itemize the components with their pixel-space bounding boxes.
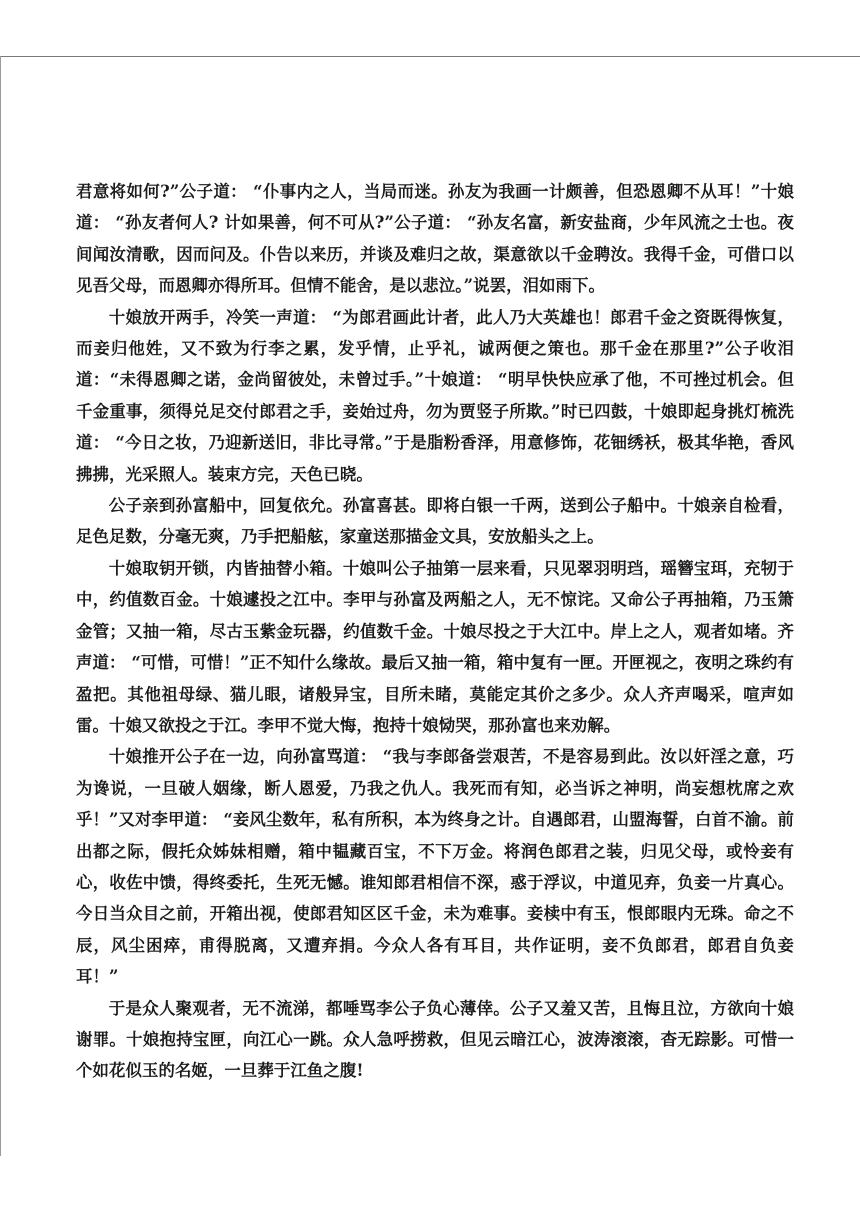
- paragraph-3: 公子亲到孙富船中，回复依允。孙富喜甚。即将白银一千两，送到公子船中。十娘亲自检看，足色足数，分毫无爽，乃手把船舷，家童送那描金文具，安放船头之上。: [76, 496, 794, 547]
- top-border-line: [0, 56, 860, 57]
- paragraph-6: 于是众人聚观者，无不流涕，都唾骂李公子负心薄倖。公子又羞又苦，且悔且泣，方欲向十娘谢罪。十娘抱持宝匣，向江心一跳。众人急呼捞救，但见云暗江心，波涛滚滚，杳无踪影。可惜一个如花似玉的名姬，一旦葬于江鱼之腹!: [76, 998, 794, 1081]
- left-border-line: [0, 56, 1, 1156]
- paragraph-2: 十娘放开两手，冷笑一声道： “为郎君画此计者，此人乃大英雄也！郎君千金之资既得恢复，而妾归他姓，又不致为行李之累，发乎情，止乎礼，诚两便之策也。那千金在那里?”公子收泪道：“未得恩卿之诺，金尚留彼处，未曾过手。”十娘道： “明早快快应承了他，不可挫过机会。但千金重事，须得兑足交付郎君之手，妾始过舟，勿为贾竖子所欺。”时已四鼓，十娘即起身挑灯梳洗道： “今日之妆，乃迎新送旧，非比寻常。”于是脂粉香泽，用意修饰，花钿绣袄，极其华艳，香风拂拂，光采照人。装束方完，天色已晓。: [76, 307, 794, 484]
- paragraph-5: 十娘推开公子在一边，向孙富骂道： “我与李郎备尝艰苦，不是容易到此。汝以奸淫之意，巧为谗说，一旦破人姻缘，断人恩爱，乃我之仇人。我死而有知，必当诉之神明，尚妄想枕席之欢乎！”又对李甲道： “妾风尘数年，私有所积，本为终身之计。自遇郎君，山盟海誓，白首不渝。前出都之际，假托众姊妹相赠，箱中韫藏百宝，不下万金。将润色郎君之装，归见父母，或怜妾有心，收佐中馈，得终委托，生死无憾。谁知郎君相信不深，惑于浮议，中道见弃，负妾一片真心。今日当众目之前，开箱出视，使郎君知区区千金，未为难事。妾椟中有玉，恨郎眼内无珠。命之不辰，风尘困瘁，甫得脱离，又遭弃捐。今众人各有耳目，共作证明，妾不负郎君，郎君自负妾耳！”: [76, 747, 794, 987]
- paragraph-4: 十娘取钥开锁，内皆抽替小箱。十娘叫公子抽第一层来看，只见翠羽明珰，瑶簪宝珥，充牣于中，约值数百金。十娘遽投之江中。李甲与孙富及两船之人，无不惊诧。又命公子再抽箱，乃玉箫金管；又抽一箱，尽古玉紫金玩器，约值数千金。十娘尽投之于大江中。岸上之人，观者如堵。齐声道： “可惜，可惜！”正不知什么缘故。最后又抽一箱，箱中复有一匣。开匣视之，夜明之珠约有盈把。其他祖母绿、猫儿眼，诸般异宝，目所未睹，莫能定其价之多少。众人齐声喝采，喧声如雷。十娘又欲投之于江。李甲不觉大悔，抱持十娘恸哭，那孙富也来劝解。: [76, 558, 794, 735]
- document-body: [76, 176, 794, 1087]
- paragraph-1: 君意将如何?”公子道： “仆事内之人，当局而迷。孙友为我画一计颇善，但恐恩卿不从耳！”十娘道： “孙友者何人? 计如果善，何不可从?”公子道： “孙友名富，新安盐商，少年风流之士也。夜间闻汝清歌，因而问及。仆告以来历，并谈及难归之故，渠意欲以千金聘汝。我得千金，可借口以见吾父母，而恩卿亦得所耳。但情不能舍，是以悲泣。”说罢，泪如雨下。: [76, 182, 794, 296]
